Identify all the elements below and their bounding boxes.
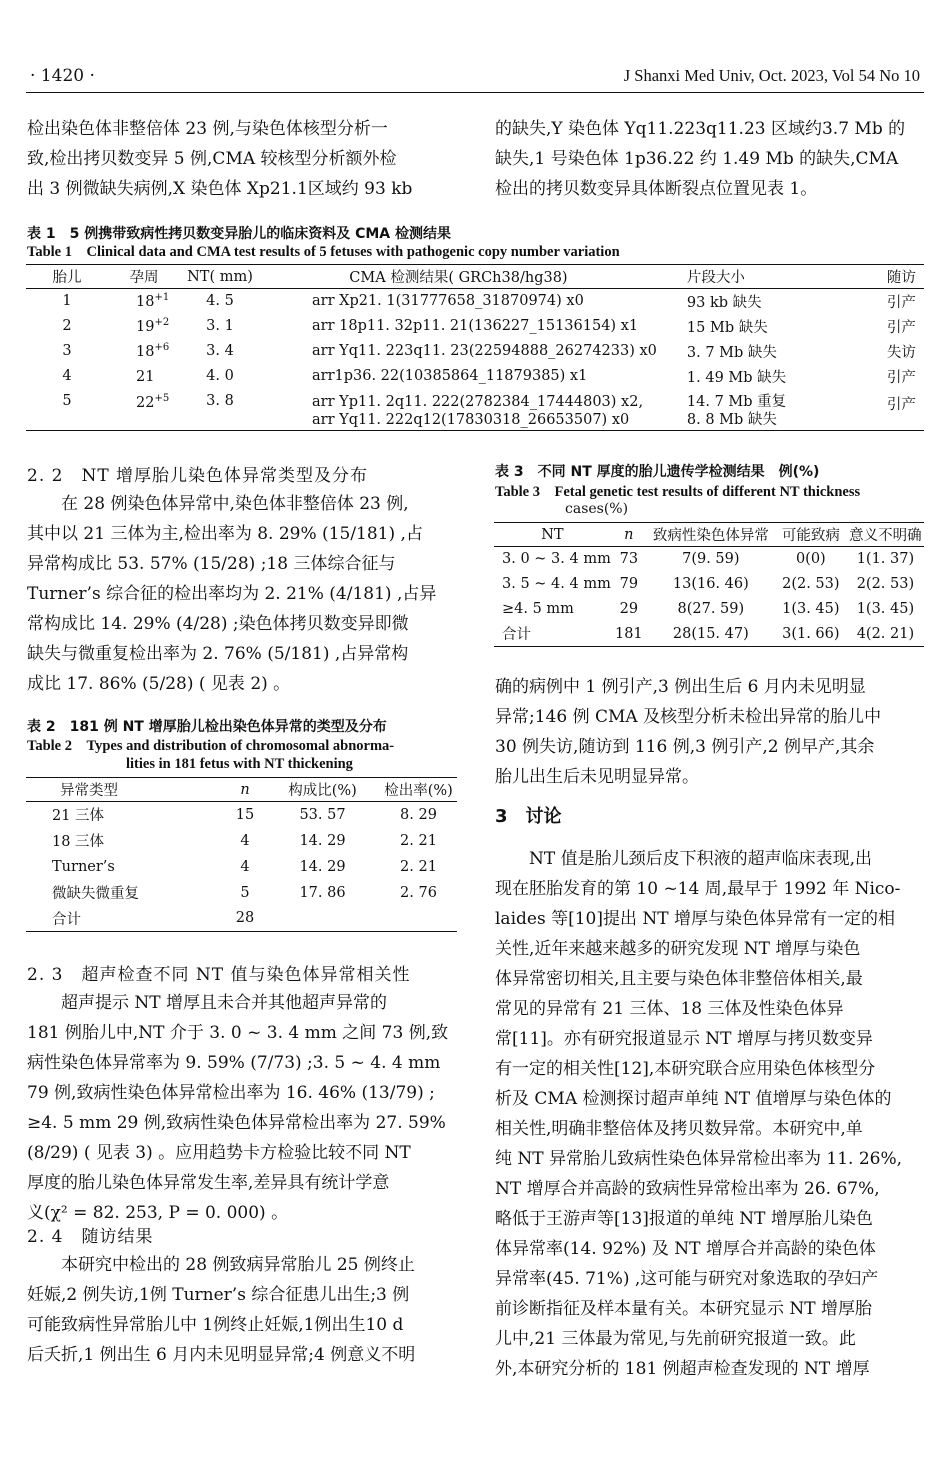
text-line: 30 例失访,随访到 116 例,3 例引产,2 例早产,其余 xyxy=(495,737,875,757)
text-line: NT 增厚合并高龄的致病性异常检出率为 26. 67%, xyxy=(495,1179,880,1199)
cell: 21 三体 xyxy=(52,808,105,825)
body-text-top-right xyxy=(495,114,925,204)
text-line: ≥4. 5 mm 29 例,致病性染色体异常检出率为 27. 59% xyxy=(27,1113,446,1133)
table3-header: n xyxy=(624,526,634,543)
table-row xyxy=(494,597,924,622)
cell: 8. 29 xyxy=(400,806,437,823)
cell: 5 xyxy=(240,884,250,901)
text-line: 其中以 21 三体为主,检出率为 8. 29% (15/181) ,占 xyxy=(27,524,423,544)
cell: arr Yq11. 223q11. 23(22594888_26274233) x0 xyxy=(312,343,657,359)
text-line: 相关性,明确非整倍体及拷贝数异常。本研究中,单 xyxy=(495,1119,863,1139)
text-line: 致,检出拷贝数变异 5 例,CMA 较核型分析额外检 xyxy=(27,149,397,169)
text-line: laides 等[10]提出 NT 增厚与染色体异常有一定的相 xyxy=(495,909,895,929)
header-rule xyxy=(26,92,924,93)
text-line: 常[11]。亦有研究报道显示 NT 增厚与拷贝数变异 xyxy=(495,1029,873,1049)
table-row xyxy=(26,389,924,431)
journal-citation: J Shanxi Med Univ, Oct. 2023, Vol 54 No 10 xyxy=(623,66,920,85)
cell xyxy=(265,906,380,932)
text-line: 异常构成比 53. 57% (15/28) ;18 三体综合征与 xyxy=(27,554,396,574)
cell: 14. 29 xyxy=(299,832,346,849)
cell: 4 xyxy=(240,832,250,849)
cell: 3. 5 ~ 4. 4 mm xyxy=(502,576,611,592)
section-heading-2-2: 2. 2 NT 增厚胎儿染色体异常类型及分布 xyxy=(27,466,369,486)
text-line: 后夭折,1 例出生 6 月内未见明显异常;4 例意义不明 xyxy=(27,1345,416,1365)
table3-header: 意义不明确 xyxy=(849,528,922,544)
text-line: 略低于王游声等[13]报道的单纯 NT 增厚胎儿染色 xyxy=(495,1209,873,1229)
cell: 3. 0 ~ 3. 4 mm xyxy=(502,551,611,568)
section-heading-2-3: 2. 3 超声检查不同 NT 值与染色体异常相关性 xyxy=(27,965,411,985)
cell: 28 xyxy=(235,910,255,927)
week-value: 19 xyxy=(136,318,155,335)
cell: ≥4. 5 mm xyxy=(502,601,574,617)
week-sup: +5 xyxy=(154,392,170,404)
cell: 4(2. 21) xyxy=(856,625,915,642)
cell: 2(2. 53) xyxy=(782,576,840,592)
week-sup: +6 xyxy=(154,342,170,354)
cell: 3(1. 66) xyxy=(782,625,840,642)
table1-header: 片段大小 xyxy=(686,270,745,286)
table1-caption-cn: 表 1 5 例携带致病性拷贝数变异胎儿的临床资料及 CMA 检测结果 xyxy=(27,226,452,242)
cell: 1(3. 45) xyxy=(782,601,840,617)
text-line: 外,本研究分析的 181 例超声检查发现的 NT 增厚 xyxy=(495,1359,870,1379)
week-value: 22 xyxy=(136,394,155,411)
body-text-2-4 xyxy=(27,1250,457,1370)
table3-header: NT xyxy=(541,526,564,543)
week-value: 21 xyxy=(136,368,155,385)
body-text-followup xyxy=(495,672,925,792)
text-line: 在 28 例染色体异常中,染色体非整倍体 23 例, xyxy=(61,494,409,514)
table1-header: CMA 检测结果( GRCh38/hg38) xyxy=(349,270,568,286)
section-heading-2-4: 2. 4 随访结果 xyxy=(27,1227,154,1247)
cell xyxy=(108,389,180,431)
text-line: 超声提示 NT 增厚且未合并其他超声异常的 xyxy=(61,993,388,1013)
table1-header: 孕周 xyxy=(129,270,159,286)
table2-header: 异常类型 xyxy=(60,783,118,799)
text-line: 检出染色体非整倍体 23 例,与染色体核型分析一 xyxy=(27,119,388,139)
table-row xyxy=(26,364,924,389)
table2-header: 检出率(%) xyxy=(384,783,453,799)
cell: 2(2. 53) xyxy=(856,576,915,592)
table1-caption-en: Table 1 Clinical data and CMA test results of 5 fetuses with pathogenic copy number variation xyxy=(27,244,620,260)
cma-line: arr Yp11. 2q11. 222(2782384_17444803) x2, xyxy=(312,393,644,410)
text-line: 析及 CMA 检测探讨超声单纯 NT 值增厚与染色体的 xyxy=(495,1089,892,1109)
cell: 17. 86 xyxy=(299,884,346,901)
table-row xyxy=(494,622,924,647)
cell: 2. 21 xyxy=(400,858,437,875)
table2-caption-en: lities in 181 fetus with NT thickening xyxy=(126,756,353,772)
text-line: 的缺失,Y 染色体 Yq11.223q11.23 区域约3.7 Mb 的 xyxy=(495,119,906,139)
table1-header: NT( mm) xyxy=(187,268,253,285)
cell: 14. 29 xyxy=(299,858,346,875)
table2-caption-en: Table 2 Types and distribution of chromosomal abnorma- xyxy=(27,738,395,754)
body-text-2-3 xyxy=(27,988,457,1228)
cell: 15 Mb 缺失 xyxy=(686,319,768,336)
table-row xyxy=(26,289,924,314)
text-line: 纯 NT 异常胎儿致病性染色体异常检出率为 11. 26%, xyxy=(495,1149,903,1169)
cell: arr 18p11. 32p11. 21(136227_15136154) x1 xyxy=(312,318,639,334)
cell: 4 xyxy=(62,368,72,384)
week-sup: +1 xyxy=(154,292,170,304)
text-line: 妊娠,2 例失访,1例 Turner’s 综合征患儿出生;3 例 xyxy=(27,1285,410,1305)
table-row xyxy=(26,854,457,880)
cell: 合计 xyxy=(502,627,531,644)
cell: Turner’s xyxy=(52,858,115,875)
table2-header: n xyxy=(240,781,250,798)
text-line: 79 例,致病性染色体异常检出率为 16. 46% (13/79) ; xyxy=(27,1083,435,1103)
text-line: 常见的异常有 21 三体、18 三体及性染色体异 xyxy=(495,999,844,1019)
table-row xyxy=(26,339,924,364)
week-value: 18 xyxy=(136,343,155,360)
cell: 引产 xyxy=(886,294,916,311)
text-line: 出 3 例微缺失病例,X 染色体 Xp21.1区域约 93 kb xyxy=(27,179,413,199)
table2-header: 构成比(%) xyxy=(288,783,357,799)
text-line: 缺失,1 号染色体 1p36.22 约 1.49 Mb 的缺失,CMA xyxy=(495,149,899,169)
cell: 15 xyxy=(235,806,255,823)
cell xyxy=(108,314,180,339)
cell: 3. 7 Mb 缺失 xyxy=(686,344,777,361)
size-line: 8. 8 Mb 缺失 xyxy=(686,411,777,428)
cell: 7(9. 59) xyxy=(682,551,740,568)
cell: 5 xyxy=(62,392,72,409)
cell: 2 xyxy=(62,318,72,334)
text-line: 常构成比 14. 29% (4/28) ;染色体拷贝数变异即微 xyxy=(27,614,409,634)
cell: 53. 57 xyxy=(299,806,346,823)
page-number: · 1420 · xyxy=(30,66,95,86)
cell: 1. 49 Mb 缺失 xyxy=(686,369,787,386)
text-line: 181 例胎儿中,NT 介于 3. 0 ~ 3. 4 mm 之间 73 例,致 xyxy=(27,1023,449,1043)
table3-caption-unit: cases(%) xyxy=(565,501,629,517)
table-row xyxy=(494,572,924,597)
text-line: Turner’s 综合征的检出率均为 2. 21% (4/181) ,占异 xyxy=(27,584,437,604)
cell xyxy=(260,389,657,431)
table3 xyxy=(494,522,924,647)
text-line: 胎儿出生后未见明显异常。 xyxy=(495,767,699,787)
text-line: 儿中,21 三体最为常见,与先前研究报道一致。此 xyxy=(495,1329,856,1349)
cell: 1 xyxy=(62,293,72,310)
cell: 18 三体 xyxy=(52,834,105,850)
table-row xyxy=(26,802,457,828)
cell xyxy=(380,906,457,932)
text-line: 检出的拷贝数变异具体断裂点位置见表 1。 xyxy=(495,179,818,199)
text-line: 病性染色体异常率为 9. 59% (7/73) ;3. 5 ~ 4. 4 mm xyxy=(27,1053,441,1073)
cell: arr1p36. 22(10385864_11879385) x1 xyxy=(312,368,588,384)
cell: 2. 21 xyxy=(400,832,437,849)
text-line: 体异常密切相关,且主要与染色体非整倍体相关,最 xyxy=(495,969,863,989)
table1-header: 胎儿 xyxy=(52,270,82,286)
cell: 79 xyxy=(619,576,639,592)
table-row xyxy=(26,828,457,854)
body-text-discussion xyxy=(495,844,925,1384)
cell: 3. 4 xyxy=(206,343,234,359)
text-line: 异常;146 例 CMA 及核型分析未检出异常的胎儿中 xyxy=(495,707,882,727)
text-line: 可能致病性异常胎儿中 1例终止妊娠,1例出生10 d xyxy=(27,1315,404,1335)
cell: 8(27. 59) xyxy=(677,601,745,617)
text-line: 异常率(45. 71%) ,这可能与研究对象选取的孕妇产 xyxy=(495,1269,879,1289)
text-line: 关性,近年来越来越多的研究发现 NT 增厚与染色 xyxy=(495,939,861,959)
text-line: 前诊断指征及样本量有关。本研究显示 NT 增厚胎 xyxy=(495,1299,873,1319)
cell: 4. 0 xyxy=(206,368,234,384)
cell xyxy=(108,289,180,314)
table-row xyxy=(26,880,457,906)
cell: 13(16. 46) xyxy=(672,576,749,592)
table1-header: 随访 xyxy=(886,270,916,286)
text-line: 本研究中检出的 28 例致病异常胎儿 25 例终止 xyxy=(61,1255,415,1275)
cell: 181 xyxy=(614,625,643,642)
text-line: 缺失与微重复检出率为 2. 76% (5/181) ,占异常构 xyxy=(27,644,409,664)
cell: arr Xp21. 1(31777658_31870974) x0 xyxy=(312,293,584,310)
cell: 3 xyxy=(62,343,72,359)
cell: 引产 xyxy=(886,369,916,386)
cell: 失访 xyxy=(886,344,916,361)
week-sup: +2 xyxy=(154,317,170,329)
table3-header: 可能致病 xyxy=(781,528,840,544)
text-line: (8/29) ( 见表 3) 。应用趋势卡方检验比较不同 NT xyxy=(27,1143,411,1163)
cell: 93 kb 缺失 xyxy=(686,294,762,311)
cell: 28(15. 47) xyxy=(672,625,749,642)
text-line: 义(χ² = 82. 253, P = 0. 000) 。 xyxy=(27,1203,289,1223)
table-row xyxy=(26,906,457,932)
cma-line: arr Yq11. 222q12(17830318_26653507) x0 xyxy=(312,411,630,428)
table1 xyxy=(26,264,924,431)
table3-header: 致病性染色体异常 xyxy=(652,528,769,544)
section-heading-3: 3 讨论 xyxy=(495,806,562,827)
week-value: 18 xyxy=(136,294,155,311)
cell: 4 xyxy=(240,858,250,875)
cell xyxy=(108,364,180,389)
cell: 73 xyxy=(619,551,639,568)
text-line: 成比 17. 86% (5/28) ( 见表 2) 。 xyxy=(27,674,291,694)
cell xyxy=(657,389,867,431)
cell: 微缺失微重复 xyxy=(52,886,139,902)
cell: 引产 xyxy=(886,319,916,336)
cell: 0(0) xyxy=(795,551,826,568)
cell: 3. 8 xyxy=(206,392,234,409)
text-line: 确的病例中 1 例引产,3 例出生后 6 月内未见明显 xyxy=(495,677,866,697)
text-line: 有一定的相关性[12],本研究联合应用染色体核型分 xyxy=(495,1059,876,1079)
cell: 1(1. 37) xyxy=(856,551,915,568)
text-line: 体异常率(14. 92%) 及 NT 增厚合并高龄的染色体 xyxy=(495,1239,876,1259)
table3-caption-en: Table 3 Fetal genetic test results of different NT thickness xyxy=(495,484,861,500)
text-line: 厚度的胎儿染色体异常发生率,差异具有统计学意 xyxy=(27,1173,390,1193)
cell: 2. 76 xyxy=(400,884,437,901)
size-line: 14. 7 Mb 重复 xyxy=(686,393,787,410)
cell xyxy=(108,339,180,364)
body-text-top-left xyxy=(27,114,457,204)
table-row xyxy=(494,547,924,572)
table2 xyxy=(26,777,457,932)
text-line: NT 值是胎儿颈后皮下积液的超声临床表现,出 xyxy=(529,849,873,869)
cell: 3. 1 xyxy=(206,318,234,334)
table3-caption-cn: 表 3 不同 NT 厚度的胎儿遗传学检测结果 例(%) xyxy=(495,464,820,480)
cell: 29 xyxy=(619,601,639,617)
body-text-2-2 xyxy=(27,489,457,699)
table-row xyxy=(26,314,924,339)
cell: 4. 5 xyxy=(206,293,234,310)
cell: 合计 xyxy=(52,911,81,928)
text-line: 现在胚胎发育的第 10 ~14 周,最早于 1992 年 Nico- xyxy=(495,879,901,899)
cell: 引产 xyxy=(886,396,916,413)
table2-caption-cn: 表 2 181 例 NT 增厚胎儿检出染色体异常的类型及分布 xyxy=(27,719,387,735)
cell: 1(3. 45) xyxy=(856,601,915,617)
